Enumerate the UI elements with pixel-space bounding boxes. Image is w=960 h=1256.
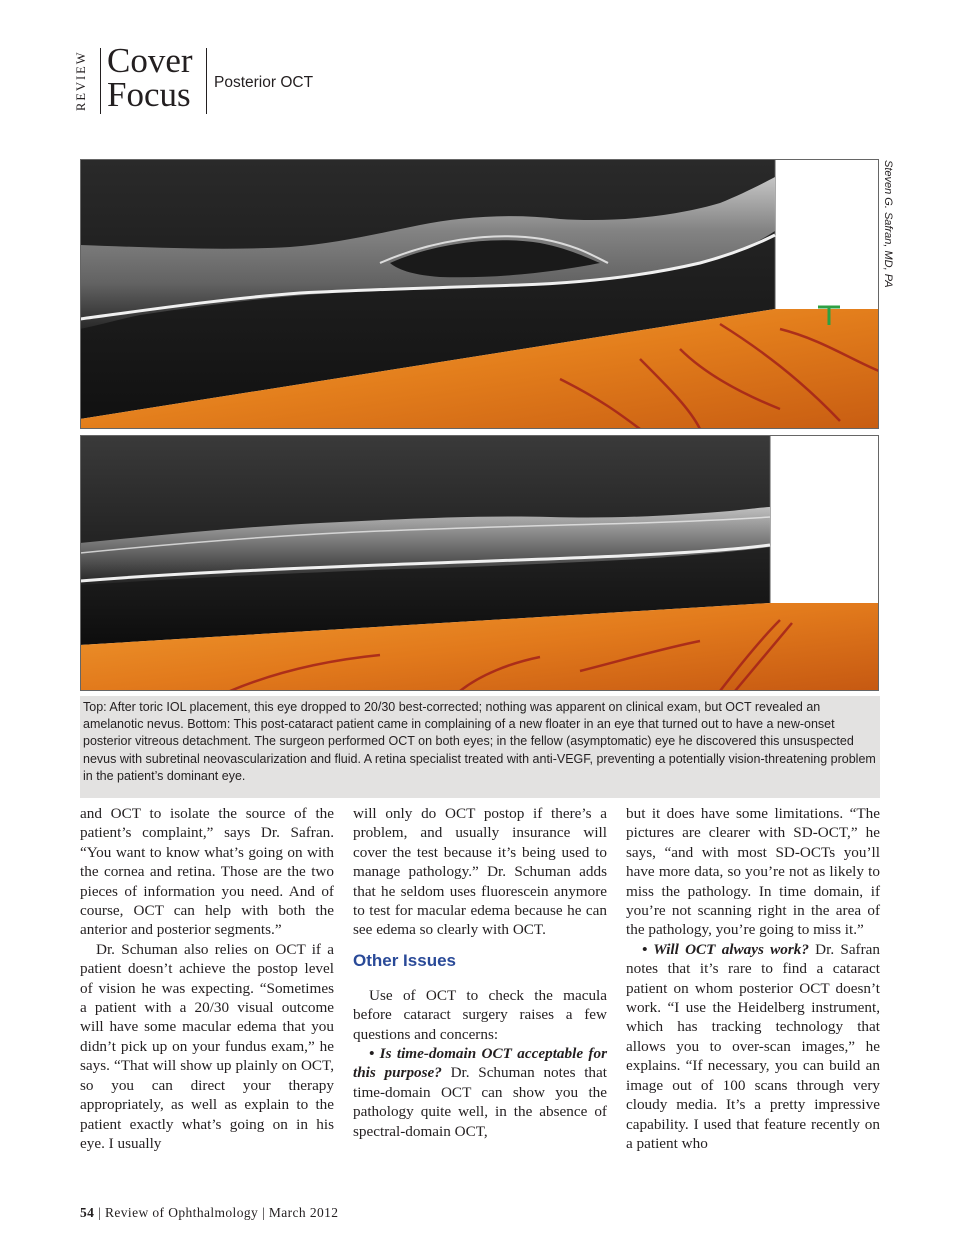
oct-image-bottom	[80, 435, 879, 691]
figure-caption: Top: After toric IOL placement, this eye dropped to 20/30 best-corrected; nothing was apparent on clinical exam, but OCT revealed an amelanotic nevus. Bottom: This post-cataract patient came in complaining of a new floater in an eye that turned out to have a new-onset posterior vitreous detachment. The surgeon performed OCT on both eyes; in the fellow (asymptomatic) eye he discovered this unsuspected nevus with subretinal neovascularization and fluid. A retina specialist treated with anti-VEGF, preventing a potentially vision-threatening problem in the patient’s dominant eye.	[80, 696, 880, 798]
paragraph: but it does have some limitations. “The pictures are clearer with SD-OCT,” he says, “and with most SD-OCTs you’ll have more data, so you’re not as likely to miss the pathology. In time domain, if you’re not scanning right in the area of the pathology, you’re going to miss it.”	[626, 805, 880, 939]
department-title	[107, 41, 193, 114]
issue-date: March 2012	[268, 1205, 339, 1220]
subheading: Other Issues	[353, 950, 456, 970]
masthead-divider	[100, 48, 101, 114]
masthead-divider	[206, 48, 207, 114]
folio-separator: |	[261, 1205, 269, 1220]
oct-image-top	[80, 159, 879, 429]
paragraph: will only do OCT postop if there’s a problem, and usually insurance will cover the test because it’s being used to manage pathology.” Dr. Schuman adds that he seldom uses fluorescein anymore to test for macular edema because he can see edema so clearly with OCT.	[353, 805, 607, 939]
paragraph	[626, 940, 880, 1153]
page-number: 54	[80, 1205, 95, 1220]
page-footer	[80, 1205, 338, 1221]
oct-scan-bottom	[80, 435, 879, 691]
paragraph: and OCT to isolate the source of the patient’s complaint,” says Dr. Safran. “You want to know what’s going on with the cornea and retina. Those are the two pieces of information you need. And of course, OCT can help with both the anterior and posterior segments.”	[80, 805, 334, 939]
photo-credit: Steven G. Safran, MD, PA	[882, 160, 894, 288]
department-title-line1: Cover	[107, 41, 193, 80]
section-label: REVIEW	[74, 50, 88, 112]
paragraph: Dr. Schuman also relies on OCT if a patient doesn’t achieve the postop level of vision he was expecting. “Sometimes a patient with a 20/30 visual outcome will have some macular edema that you didn’t pick up on your fundus exam,” he says. “That will show up plainly on OCT, so you can direct your therapy appropriately, as well as explain to the patient exactly what’s going on in his eye. I usually	[80, 940, 334, 1152]
paragraph	[353, 1044, 607, 1141]
article-column-1	[80, 804, 334, 1153]
question-lead: • Will OCT always work?	[642, 940, 809, 958]
article-column-2	[353, 804, 607, 1141]
department-title-line2: Focus	[107, 75, 191, 114]
oct-scan-top	[80, 159, 879, 429]
article-column-3	[626, 804, 880, 1153]
paragraph-text: Dr. Schuman notes that time-domain OCT can show you the pathology quite well, in the absence of spectral-domain OCT,	[353, 1064, 607, 1140]
paragraph-text: Dr. Safran notes that it’s rare to find a cataract patient on whom posterior OCT doesn’t work. “I use the Heidelberg instrument, which has tracking technology that allows you to over-scan images,” he explains. “If necessary, you can build an image out of 100 scans through very cloudy media. It’s a pretty impressive capability. I used that feature recently on a patient who	[626, 940, 881, 1152]
topic-label: Posterior OCT	[214, 74, 314, 91]
paragraph: Use of OCT to check the macula before cataract surgery raises a few questions and concerns:	[353, 986, 607, 1043]
folio-separator: |	[98, 1205, 105, 1220]
journal-name: Review of Ophthalmology	[104, 1205, 259, 1220]
question-lead: • Is time-domain OCT acceptable for this purpose?	[353, 1045, 607, 1082]
